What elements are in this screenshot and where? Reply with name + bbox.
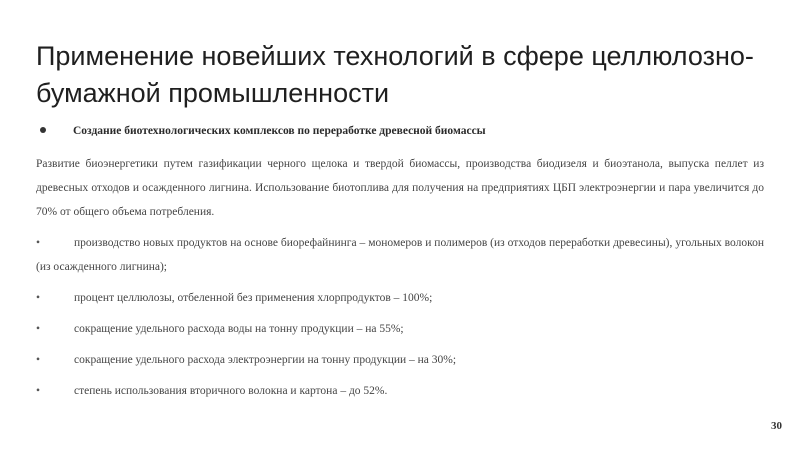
subtitle-text: Создание биотехнологических комплексов по переработке древесной биомассы [73,125,486,137]
slide-title: Применение новейших технологий в сфере целлюлозно-бумажной промышленности [36,41,754,108]
intro-paragraph: Развитие биоэнергетики путем газификации черного щелока и твердой биомассы, производства биодизеля и биоэтанола, выпуска пеллет из древесных отходов и осажденного лигнина. Использование биотоплива для получения на предприятиях ЦБП электроэнергии и пара увеличится до 70% от общего объема потребления. [36,158,764,218]
page-number: 30 [771,420,782,432]
list-item [36,231,764,279]
list-item-text: процент целлюлозы, отбеленной без применения хлорпродуктов – 100%; [74,292,433,304]
bullet-marker: • [36,237,41,249]
list-item-text: степень использования вторичного волокна и картона – до 52%. [74,385,388,397]
list-item-text: сокращение удельного расхода электроэнергии на тонну продукции – на 30%; [74,354,457,366]
slide-body [36,152,764,410]
list-item [36,348,764,372]
bullet-dot-icon [40,127,46,133]
list-item [36,317,764,341]
bullet-marker: • [36,385,41,397]
list-item-text: сокращение удельного расхода воды на тонну продукции – на 55%; [74,323,404,335]
bullet-marker: • [36,292,41,304]
list-item-text: производство новых продуктов на основе биорефайнинга – мономеров и полимеров (из отходов переработки древесины), угольных волокон (из осажденного лигнина); [36,237,764,273]
bullet-marker: • [36,354,41,366]
list-item [36,286,764,310]
bullet-marker: • [36,323,41,335]
subtitle-bullet [40,125,760,137]
list-item [36,379,764,403]
